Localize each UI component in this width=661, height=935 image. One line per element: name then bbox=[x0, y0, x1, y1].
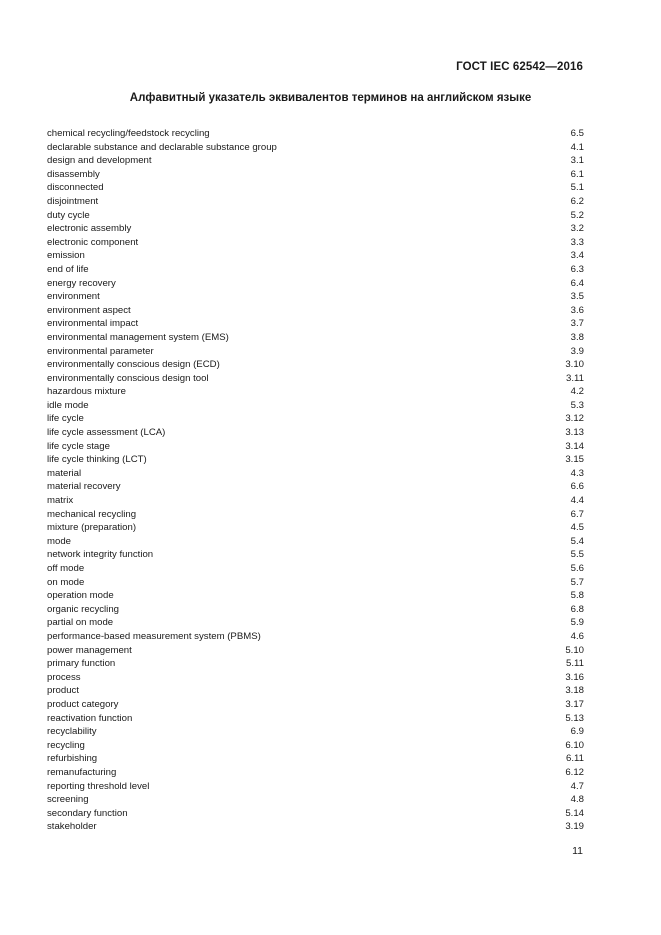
index-entry bbox=[47, 548, 584, 562]
index-term: process bbox=[47, 671, 81, 683]
index-entry bbox=[47, 766, 584, 780]
index-entry bbox=[47, 807, 584, 821]
index-reference: 3.3 bbox=[570, 236, 584, 248]
index-term: recycling bbox=[47, 739, 85, 751]
index-entry bbox=[47, 304, 584, 318]
index-reference: 4.7 bbox=[570, 780, 584, 792]
index-reference: 3.13 bbox=[565, 427, 584, 439]
index-reference: 6.9 bbox=[570, 726, 584, 738]
index-reference: 3.12 bbox=[565, 413, 584, 425]
index-reference: 3.5 bbox=[570, 291, 584, 303]
index-term: environmental management system (EMS) bbox=[47, 331, 229, 343]
index-term: emission bbox=[47, 250, 85, 262]
index-reference: 3.1 bbox=[570, 155, 584, 167]
index-reference: 6.12 bbox=[565, 766, 584, 778]
index-term: electronic assembly bbox=[47, 223, 132, 235]
index-reference: 5.11 bbox=[566, 658, 584, 670]
index-entry bbox=[47, 630, 584, 644]
index-term: energy recovery bbox=[47, 277, 116, 289]
index-reference: 3.7 bbox=[570, 318, 584, 330]
index-term: organic recycling bbox=[47, 603, 119, 615]
term-index-list bbox=[47, 127, 584, 834]
index-reference: 6.2 bbox=[570, 195, 584, 207]
index-reference: 5.9 bbox=[570, 617, 584, 629]
index-reference: 6.10 bbox=[565, 739, 584, 751]
index-entry bbox=[47, 603, 584, 617]
index-entry bbox=[47, 739, 584, 753]
index-entry bbox=[47, 480, 584, 494]
index-term: idle mode bbox=[47, 399, 89, 411]
index-term: material recovery bbox=[47, 481, 121, 493]
index-term: end of life bbox=[47, 263, 89, 275]
index-term: life cycle thinking (LCT) bbox=[47, 454, 147, 466]
index-reference: 4.4 bbox=[570, 495, 584, 507]
index-reference: 3.9 bbox=[570, 345, 584, 357]
index-entry bbox=[47, 399, 584, 413]
index-entry bbox=[47, 168, 584, 182]
index-reference: 4.8 bbox=[570, 794, 584, 806]
index-entry bbox=[47, 331, 584, 345]
index-term: secondary function bbox=[47, 807, 128, 819]
index-entry bbox=[47, 453, 584, 467]
index-term: stakeholder bbox=[47, 821, 97, 833]
index-reference: 6.8 bbox=[570, 603, 584, 615]
index-entry bbox=[47, 249, 584, 263]
index-term: mode bbox=[47, 535, 71, 547]
index-reference: 5.1 bbox=[570, 182, 584, 194]
index-term: mechanical recycling bbox=[47, 508, 137, 520]
index-reference: 3.16 bbox=[565, 671, 584, 683]
index-entry bbox=[47, 576, 584, 590]
index-term: off mode bbox=[47, 563, 85, 574]
index-reference: 5.4 bbox=[570, 535, 584, 547]
index-entry bbox=[47, 508, 584, 522]
index-entry bbox=[47, 752, 584, 766]
index-term: declarable substance and declarable substance group bbox=[47, 141, 277, 153]
index-reference: 5.8 bbox=[570, 590, 584, 602]
index-term: network integrity function bbox=[47, 549, 154, 561]
index-term: environmental impact bbox=[47, 318, 139, 330]
index-reference: 3.18 bbox=[565, 685, 584, 697]
index-reference: 4.6 bbox=[570, 630, 584, 642]
index-reference: 5.14 bbox=[565, 807, 584, 819]
index-entry bbox=[47, 209, 584, 223]
index-reference: 4.2 bbox=[570, 386, 584, 398]
index-reference: 3.14 bbox=[565, 440, 584, 452]
index-entry bbox=[47, 358, 584, 372]
index-term: disassembly bbox=[47, 168, 100, 180]
index-term: material bbox=[47, 467, 82, 479]
index-reference: 3.15 bbox=[565, 454, 584, 466]
index-entry bbox=[47, 535, 584, 549]
page-title: Алфавитный указатель эквивалентов терминов на английском языке bbox=[129, 92, 532, 104]
index-term: recyclability bbox=[47, 726, 97, 738]
index-term: partial on mode bbox=[47, 617, 114, 629]
index-reference: 6.5 bbox=[570, 128, 584, 139]
index-entry bbox=[47, 195, 584, 209]
index-term: primary function bbox=[47, 658, 116, 670]
index-entry bbox=[47, 494, 584, 508]
index-reference: 5.7 bbox=[570, 576, 584, 588]
index-term: screening bbox=[47, 794, 89, 806]
index-reference: 4.3 bbox=[570, 467, 584, 479]
index-term: duty cycle bbox=[47, 209, 90, 221]
index-reference: 6.6 bbox=[570, 481, 584, 493]
index-term: reporting threshold level bbox=[47, 780, 150, 792]
index-reference: 6.4 bbox=[570, 277, 584, 289]
index-entry bbox=[47, 263, 584, 277]
index-entry bbox=[47, 412, 584, 426]
index-entry bbox=[47, 154, 584, 168]
index-term: matrix bbox=[47, 495, 74, 507]
index-entry bbox=[47, 345, 584, 359]
index-reference: 5.6 bbox=[570, 563, 584, 574]
index-entry bbox=[47, 644, 584, 658]
index-term: chemical recycling/feedstock recycling bbox=[47, 128, 210, 139]
index-entry bbox=[47, 780, 584, 794]
index-term: environment aspect bbox=[47, 304, 131, 316]
index-reference: 3.11 bbox=[566, 372, 584, 384]
index-term: disconnected bbox=[47, 182, 104, 194]
index-term: remanufacturing bbox=[47, 766, 117, 778]
index-entry bbox=[47, 698, 584, 712]
index-entry bbox=[47, 440, 584, 454]
index-reference: 3.6 bbox=[570, 304, 584, 316]
index-entry bbox=[47, 684, 584, 698]
index-term: operation mode bbox=[47, 590, 114, 602]
index-term: mixture (preparation) bbox=[47, 522, 137, 534]
index-entry bbox=[47, 467, 584, 481]
index-reference: 6.7 bbox=[570, 508, 584, 520]
index-reference: 5.10 bbox=[565, 644, 584, 656]
index-reference: 6.11 bbox=[566, 753, 584, 765]
index-entry bbox=[47, 657, 584, 671]
index-entry bbox=[47, 222, 584, 236]
index-reference: 5.2 bbox=[570, 209, 584, 221]
index-term: product bbox=[47, 685, 79, 697]
index-term: reactivation function bbox=[47, 712, 133, 724]
index-term: environmental parameter bbox=[47, 345, 154, 357]
index-entry bbox=[47, 426, 584, 440]
index-term: life cycle stage bbox=[47, 440, 110, 452]
index-term: environmentally conscious design (ECD) bbox=[47, 359, 220, 371]
index-reference: 4.1 bbox=[570, 141, 584, 153]
index-reference: 5.13 bbox=[565, 712, 584, 724]
index-entry bbox=[47, 820, 584, 834]
index-entry bbox=[47, 562, 584, 576]
index-entry bbox=[47, 712, 584, 726]
page-number: 11 bbox=[572, 845, 583, 857]
index-reference: 3.17 bbox=[565, 698, 584, 710]
index-entry bbox=[47, 385, 584, 399]
index-reference: 6.1 bbox=[570, 168, 584, 180]
document-code: ГОСТ IEC 62542—2016 bbox=[456, 61, 583, 73]
index-entry bbox=[47, 236, 584, 250]
index-term: refurbishing bbox=[47, 753, 98, 765]
index-term: life cycle bbox=[47, 413, 84, 425]
index-entry bbox=[47, 616, 584, 630]
index-entry bbox=[47, 290, 584, 304]
index-entry bbox=[47, 372, 584, 386]
index-entry bbox=[47, 277, 584, 291]
index-reference: 5.3 bbox=[570, 399, 584, 411]
index-term: design and development bbox=[47, 155, 152, 167]
index-entry bbox=[47, 127, 584, 141]
index-entry bbox=[47, 317, 584, 331]
index-reference: 3.8 bbox=[570, 331, 584, 343]
index-entry bbox=[47, 725, 584, 739]
index-term: performance-based measurement system (PBMS) bbox=[47, 630, 261, 642]
index-term: on mode bbox=[47, 576, 85, 588]
index-term: power management bbox=[47, 644, 132, 656]
index-entry bbox=[47, 589, 584, 603]
index-entry bbox=[47, 141, 584, 155]
index-entry bbox=[47, 671, 584, 685]
index-term: hazardous mixture bbox=[47, 386, 126, 398]
index-reference: 4.5 bbox=[570, 522, 584, 534]
index-reference: 6.3 bbox=[570, 263, 584, 275]
index-reference: 3.2 bbox=[570, 223, 584, 235]
index-reference: 3.4 bbox=[570, 250, 584, 262]
index-entry bbox=[47, 521, 584, 535]
index-term: disjointment bbox=[47, 195, 99, 207]
index-term: electronic component bbox=[47, 236, 139, 248]
index-reference: 5.5 bbox=[570, 549, 584, 561]
index-entry bbox=[47, 181, 584, 195]
index-term: life cycle assessment (LCA) bbox=[47, 427, 166, 439]
index-term: environment bbox=[47, 291, 100, 303]
index-term: product category bbox=[47, 698, 119, 710]
index-term: environmentally conscious design tool bbox=[47, 372, 209, 384]
index-reference: 3.10 bbox=[565, 359, 584, 371]
index-reference: 3.19 bbox=[565, 821, 584, 833]
index-entry bbox=[47, 793, 584, 807]
